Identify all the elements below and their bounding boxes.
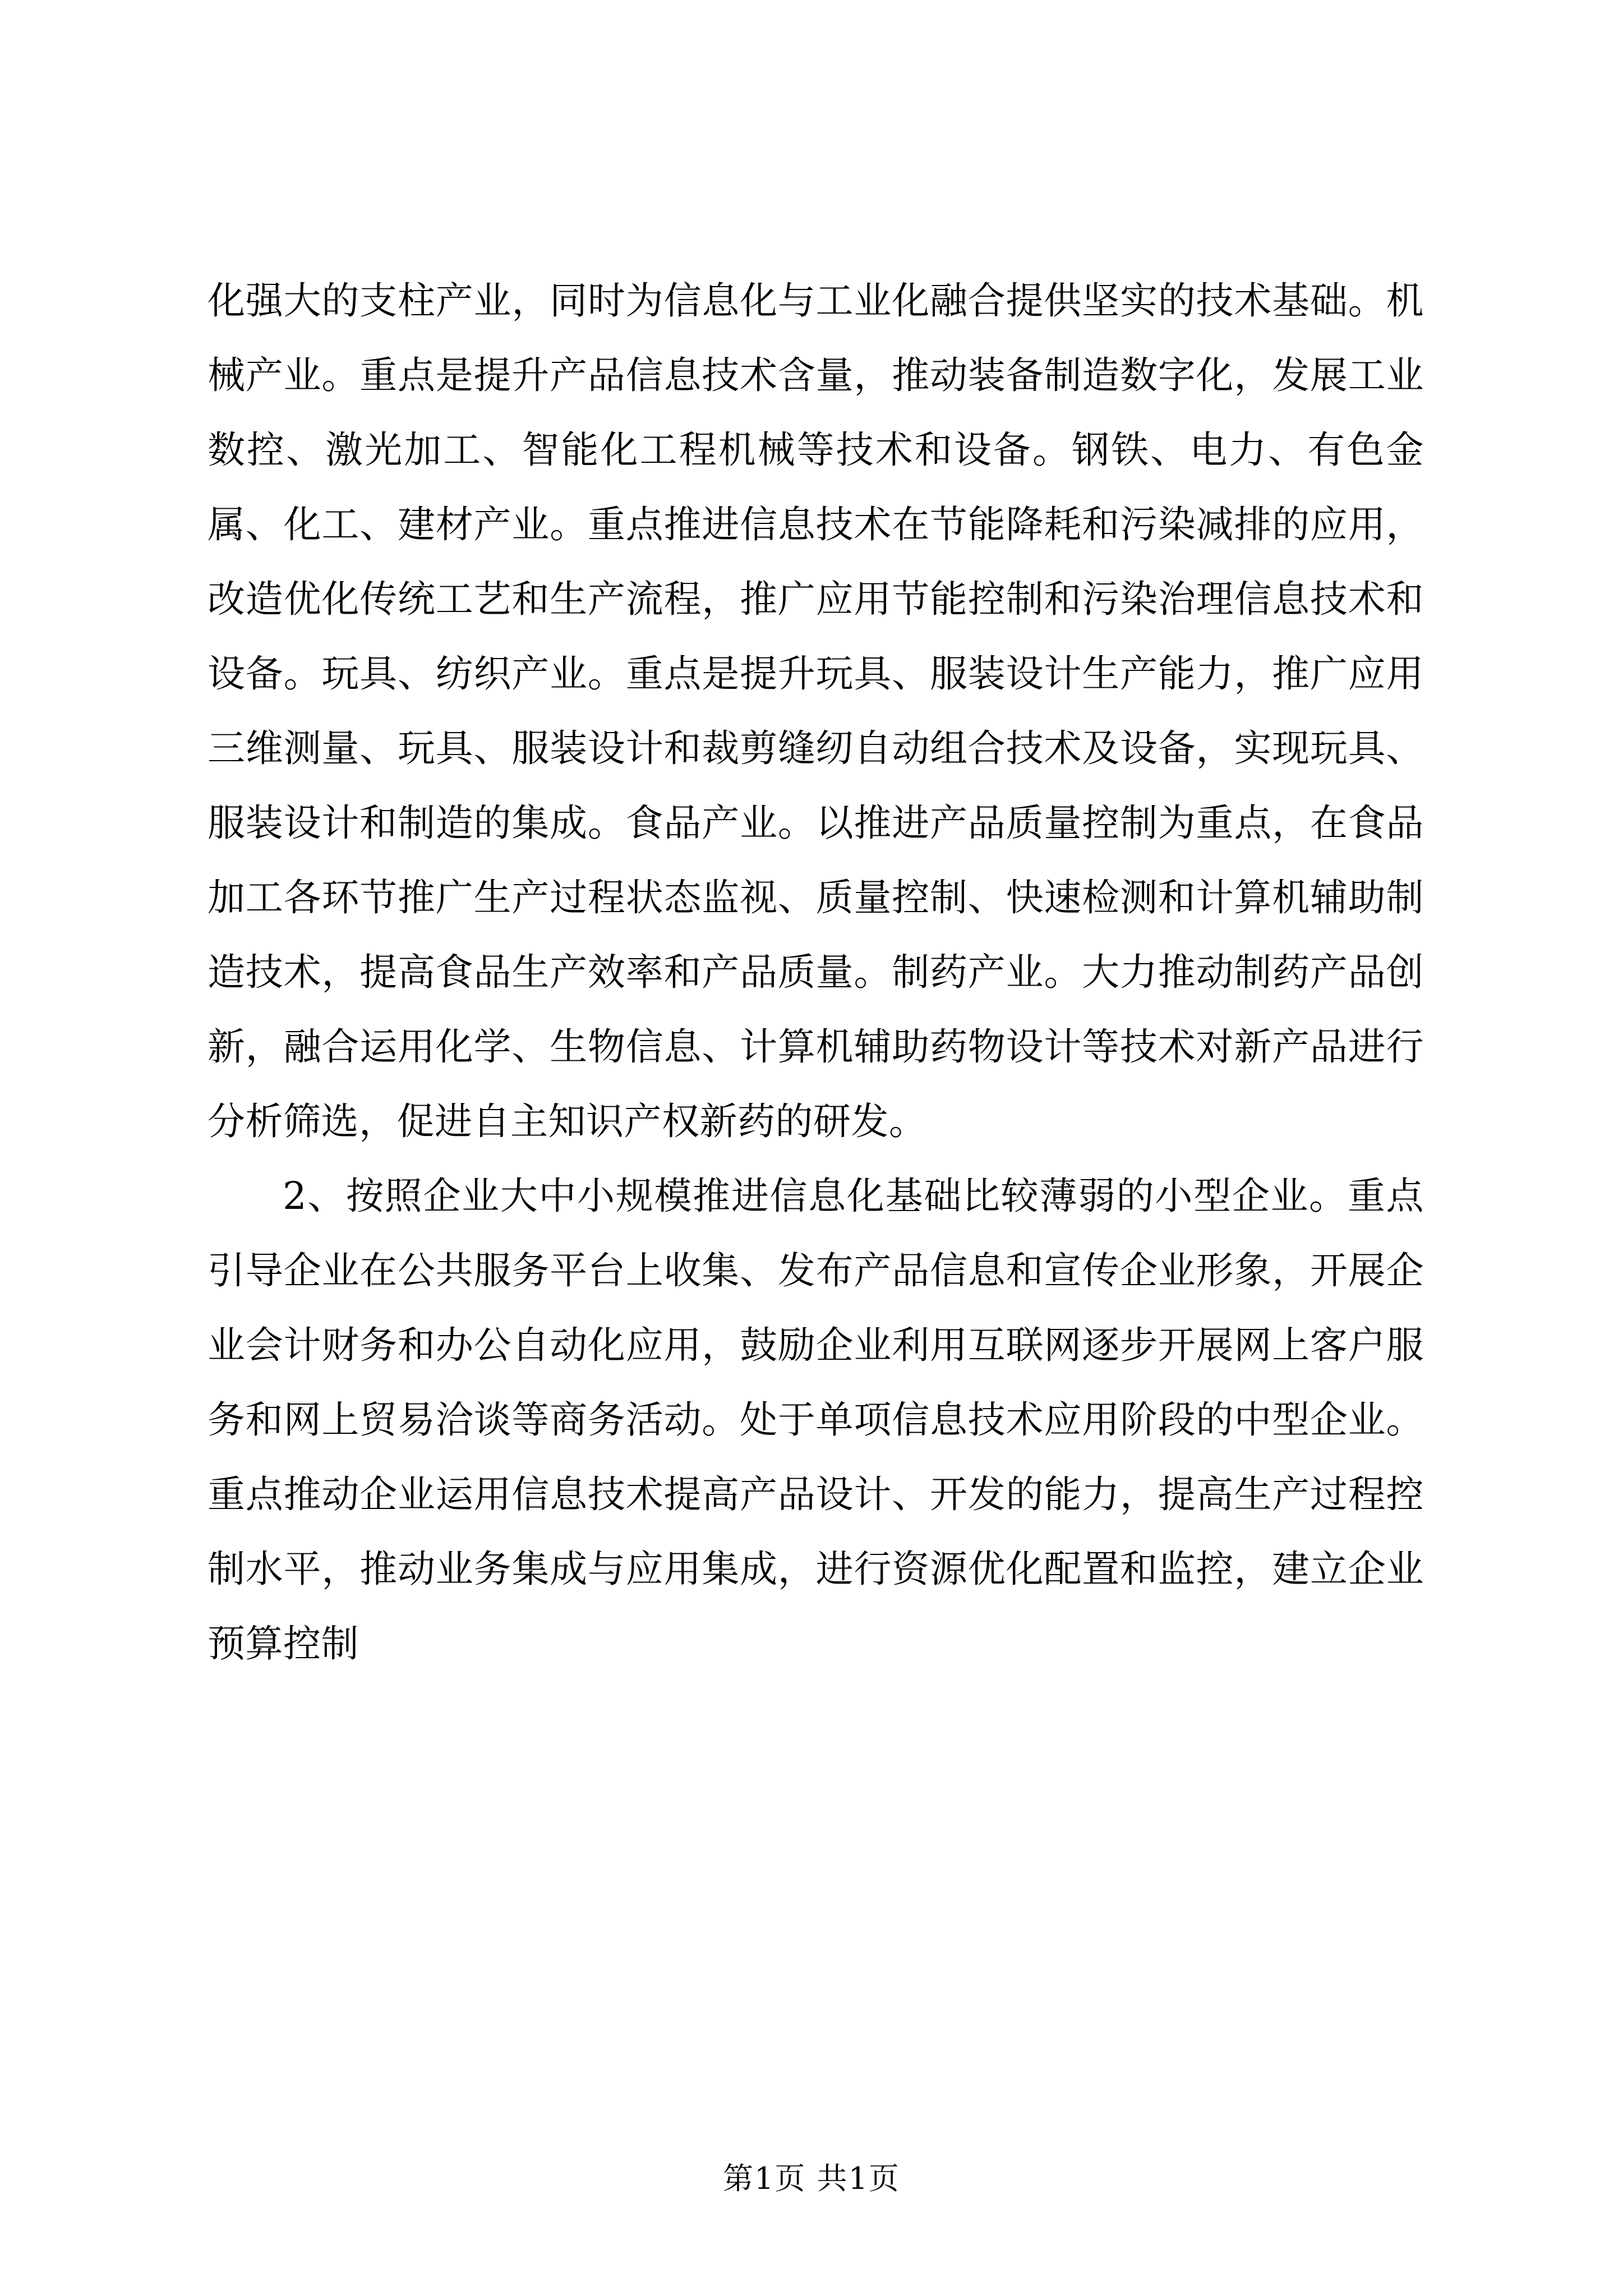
paragraph-continued: 化强大的支柱产业，同时为信息化与工业化融合提供坚实的技术基础。机械产业。重点是提升产品信息技术含量，推动装备制造数字化，发展工业数控、激光加工、智能化工程机械等技术和设备。钢铁、电力、有色金属、化工、建材产业。重点推进信息技术在节能降耗和污染减排的应用，改造优化传统工艺和生产流程，推广应用节能控制和污染治理信息技术和设备。玩具、纺织产业。重点是提升玩具、服装设计生产能力，推广应用三维测量、玩具、服装设计和裁剪缝纫自动组合技术及设备，实现玩具、服装设计和制造的集成。食品产业。以推进产品质量控制为重点，在食品加工各环节推广生产过程状态监视、质量控制、快速检测和计算机辅助制造技术，提高食品生产效率和产品质量。制药产业。大力推动制药产品创新，融合运用化学、生物信息、计算机辅助药物设计等技术对新产品进行分析筛选，促进自主知识产权新药的研发。 [208, 279, 1424, 1143]
paragraph-item-2: 2、按照企业大中小规模推进信息化基础比较薄弱的小型企业。重点引导企业在公共服务平台上收集、发布产品信息和宣传企业形象，开展企业会计财务和办公自动化应用，鼓励企业利用互联网逐步开展网上客户服务和网上贸易洽谈等商务活动。处于单项信息技术应用阶段的中型企业。重点推动企业运用信息技术提高产品设计、开发的能力，提高生产过程控制水平，推动业务集成与应用集成，进行资源优化配置和监控，建立企业预算控制 [208, 1174, 1424, 1665]
document-body [208, 264, 1424, 1681]
page-footer: 第1页 共1页 [723, 2161, 900, 2196]
